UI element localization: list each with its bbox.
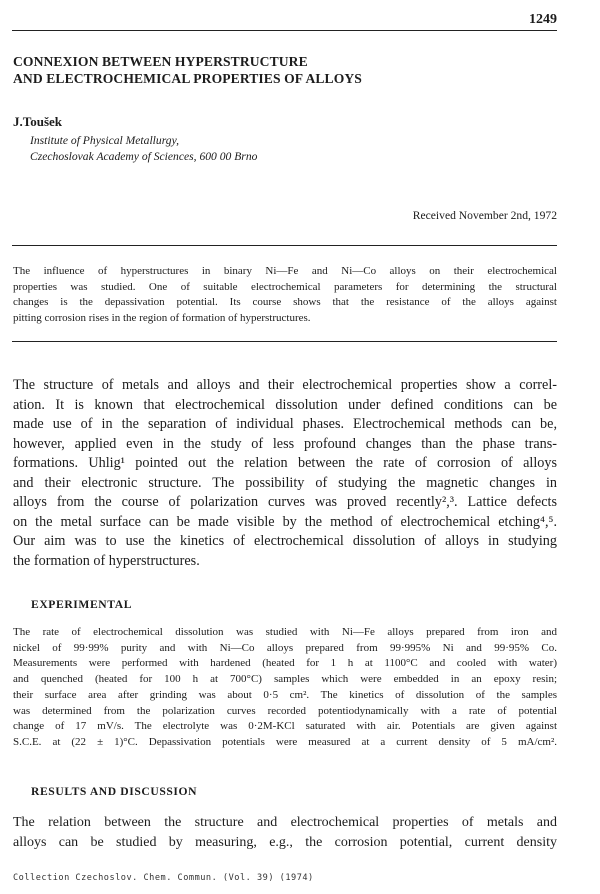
journal-footer: Collection Czechoslov. Chem. Commun. (Vol. 39) (1974) [13, 873, 314, 883]
page-number: 1249 [529, 12, 557, 27]
abstract-line: changes is the depassivation potential. Its course shows that the resistance of the alloys against [13, 296, 557, 309]
experimental-heading: EXPERIMENTAL [31, 598, 133, 611]
abstract [13, 264, 557, 326]
article-title [13, 53, 553, 87]
author-affiliation [30, 133, 257, 164]
intro-line: The structure of metals and alloys and their electrochemical properties show a correl- [13, 377, 557, 393]
introduction-paragraph [13, 376, 557, 571]
experimental-line: their surface area after grinding was about 0·5 cm². The kinetics of dissolution of the samples [13, 688, 557, 701]
experimental-line: was determined from the polarization curves recorded potentiodynamically with a rate of potential [13, 704, 557, 717]
abstract-line: properties was studied. One of suitable electrochemical parameters for determining the structural [13, 280, 557, 293]
intro-line: made use of in the separation of individual phases. Electrochemical methods can be, [13, 416, 557, 432]
intro-line: however, applied even in the study of less profound changes than the phase trans- [13, 435, 557, 452]
received-date: Received November 2nd, 1972 [412, 209, 557, 222]
intro-line: the formation of hyperstructures. [13, 552, 200, 569]
intro-line: formations. Uhlig¹ pointed out the relation between the rate of corrosion of alloys [13, 455, 557, 471]
results-heading: RESULTS AND DISCUSSION [31, 785, 198, 798]
experimental-line: The rate of electrochemical dissolution was studied with Ni—Fe alloys prepared from iron and [13, 626, 557, 638]
title-line: AND ELECTROCHEMICAL PROPERTIES OF ALLOYS [13, 71, 362, 86]
experimental-line: and quenched (heated for 100 h at 700°C) samples which were embedded in an epoxy resin; [13, 673, 557, 686]
affiliation-line: Czechoslovak Academy of Sciences, 600 00 Brno [30, 149, 258, 163]
experimental-line: S.C.E. at (22 ± 1)°C. Depassivation potentials were measured at a current density of 5 mA/cm². [13, 735, 557, 748]
header-rule [12, 30, 557, 31]
results-line: The relation between the structure and electrochemical properties of metals and [13, 815, 557, 830]
experimental-line: nickel of 99·99% purity and with Ni—Co alloys prepared from 99·995% Ni and 99·95% Co. [13, 641, 557, 654]
author-name: J.Toušek [13, 114, 63, 129]
intro-line: on the metal surface can be made visible by the method of electrochemical etching⁴,⁵. [13, 513, 557, 530]
abstract-line: The influence of hyperstructures in binary Ni—Fe and Ni—Co alloys on their electrochemical [13, 265, 557, 277]
intro-line: alloys from the course of polarization curves was proved recently²,³. Lattice defects [13, 494, 557, 510]
abstract-line: pitting corrosion rises in the region of formation of hyperstructures. [13, 311, 311, 324]
experimental-line: Measurements were performed with hardened (heated for 1 h at 1100°C and cooled with water) [13, 657, 557, 670]
results-paragraph [13, 813, 557, 853]
experimental-line: change of 17 mV/s. The electrolyte was 0·2M-KCl saturated with air. Potentials are given against [13, 720, 557, 733]
affiliation-line: Institute of Physical Metallurgy, [30, 134, 179, 147]
intro-line: ation. It is known that electrochemical dissolution under defined conditions can be [13, 396, 557, 413]
abstract-bottom-rule [12, 341, 557, 342]
intro-line: Our aim was to use the kinetics of electrochemical dissolution of alloys in studying [13, 533, 557, 549]
results-line: alloys can be studied by measuring, e.g., the corrosion potential, current density [13, 835, 557, 850]
title-line: CONNEXION BETWEEN HYPERSTRUCTURE [13, 54, 308, 69]
intro-line: and their electronic structure. The possibility of studying the magnetic changes in [13, 474, 557, 491]
experimental-paragraph [13, 625, 557, 751]
abstract-top-rule [12, 245, 557, 246]
